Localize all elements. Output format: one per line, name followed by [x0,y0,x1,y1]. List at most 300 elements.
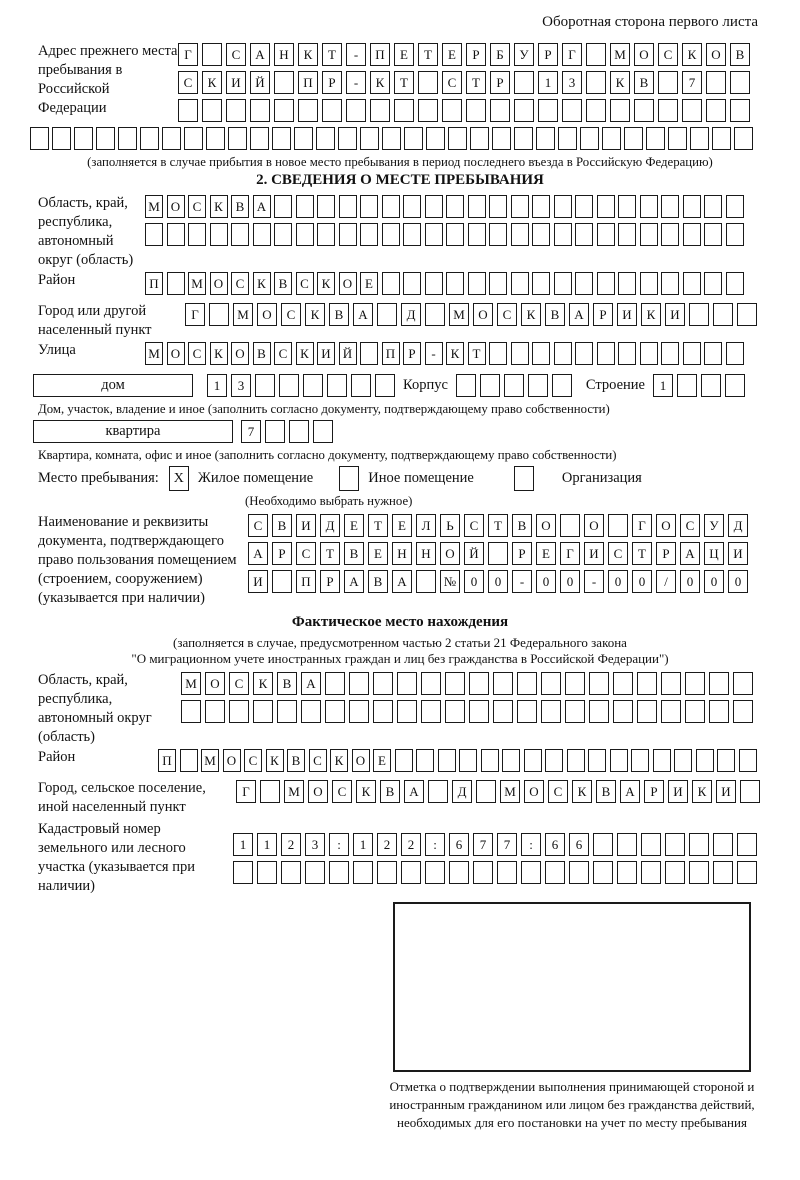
char-cell[interactable] [740,780,760,803]
char-cell[interactable] [446,272,464,295]
char-cell[interactable]: 0 [560,570,580,593]
char-cell[interactable] [665,861,685,884]
char-cell[interactable]: Е [536,542,556,565]
char-cell[interactable] [469,672,489,695]
char-cell[interactable]: 0 [464,570,484,593]
char-cell[interactable]: Е [392,514,412,537]
char-cell[interactable] [425,303,445,326]
char-cell[interactable] [316,127,335,150]
char-cell[interactable] [504,374,524,397]
char-cell[interactable]: К [317,272,335,295]
char-cell[interactable] [608,514,628,537]
char-cell[interactable] [661,342,679,365]
char-cell[interactable]: О [584,514,604,537]
char-cell[interactable] [274,99,294,122]
char-cell[interactable] [360,195,378,218]
char-cell[interactable] [737,303,757,326]
char-cell[interactable] [575,342,593,365]
char-cell[interactable] [661,195,679,218]
char-cell[interactable]: 1 [353,833,373,856]
char-cell[interactable] [558,127,577,150]
char-cell[interactable]: - [346,43,366,66]
char-cell[interactable] [569,861,589,884]
char-cell[interactable] [517,672,537,695]
char-cell[interactable] [481,749,499,772]
char-cell[interactable]: И [226,71,246,94]
char-cell[interactable] [726,223,744,246]
char-cell[interactable] [674,749,692,772]
char-cell[interactable]: Й [464,542,484,565]
char-cell[interactable] [265,420,285,443]
char-cell[interactable] [469,700,489,723]
char-cell[interactable] [145,223,163,246]
char-cell[interactable] [162,127,181,150]
char-cell[interactable]: О [223,749,241,772]
char-cell[interactable] [351,374,371,397]
char-cell[interactable] [445,700,465,723]
char-cell[interactable]: К [572,780,592,803]
char-cell[interactable] [493,672,513,695]
char-cell[interactable] [597,342,615,365]
char-cell[interactable] [490,99,510,122]
char-cell[interactable]: А [569,303,589,326]
char-cell[interactable] [713,303,733,326]
char-cell[interactable]: Г [562,43,582,66]
char-cell[interactable]: С [442,71,462,94]
char-cell[interactable]: О [339,272,357,295]
char-cell[interactable] [613,672,633,695]
char-cell[interactable]: С [497,303,517,326]
char-cell[interactable]: С [226,43,246,66]
char-cell[interactable] [717,749,735,772]
char-cell[interactable]: О [706,43,726,66]
char-cell[interactable] [589,672,609,695]
char-cell[interactable]: № [440,570,460,593]
char-cell[interactable] [737,833,757,856]
char-cell[interactable] [339,195,357,218]
char-cell[interactable]: Т [394,71,414,94]
char-cell[interactable] [360,127,379,150]
char-cell[interactable]: Ц [704,542,724,565]
char-cell[interactable] [589,700,609,723]
char-cell[interactable] [709,700,729,723]
char-cell[interactable]: С [229,672,249,695]
char-cell[interactable] [253,700,273,723]
char-cell[interactable]: Г [178,43,198,66]
char-cell[interactable]: С [309,749,327,772]
char-cell[interactable] [459,749,477,772]
char-cell[interactable]: В [730,43,750,66]
char-cell[interactable] [373,672,393,695]
char-cell[interactable]: Е [344,514,364,537]
char-cell[interactable]: А [392,570,412,593]
char-cell[interactable]: К [682,43,702,66]
char-cell[interactable]: С [178,71,198,94]
char-cell[interactable] [514,71,534,94]
char-cell[interactable] [726,272,744,295]
char-cell[interactable] [456,374,476,397]
char-cell[interactable]: 2 [281,833,301,856]
char-cell[interactable] [449,861,469,884]
char-cell[interactable]: В [274,272,292,295]
char-cell[interactable]: О [352,749,370,772]
char-cell[interactable] [532,195,550,218]
char-cell[interactable] [580,127,599,150]
char-cell[interactable] [685,672,705,695]
char-cell[interactable] [634,99,654,122]
char-cell[interactable] [226,99,246,122]
char-cell[interactable] [502,749,520,772]
char-cell[interactable] [272,570,292,593]
char-cell[interactable]: Д [320,514,340,537]
char-cell[interactable]: Т [488,514,508,537]
char-cell[interactable] [536,127,555,150]
char-cell[interactable]: / [656,570,676,593]
char-cell[interactable]: С [332,780,352,803]
char-cell[interactable] [250,127,269,150]
char-cell[interactable]: М [181,672,201,695]
char-cell[interactable]: Д [728,514,748,537]
char-cell[interactable] [489,195,507,218]
char-cell[interactable] [305,861,325,884]
char-cell[interactable]: О [167,195,185,218]
char-cell[interactable] [289,420,309,443]
char-cell[interactable]: С [244,749,262,772]
char-cell[interactable]: 0 [704,570,724,593]
char-cell[interactable] [418,99,438,122]
char-cell[interactable] [575,272,593,295]
char-cell[interactable] [734,127,753,150]
char-cell[interactable] [74,127,93,150]
char-cell[interactable]: В [380,780,400,803]
char-cell[interactable]: П [145,272,163,295]
char-cell[interactable]: К [253,672,273,695]
char-cell[interactable]: С [274,342,292,365]
char-cell[interactable] [661,272,679,295]
char-cell[interactable]: 0 [632,570,652,593]
char-cell[interactable] [274,195,292,218]
char-cell[interactable]: К [521,303,541,326]
char-cell[interactable]: Д [452,780,472,803]
char-cell[interactable]: Т [632,542,652,565]
char-cell[interactable] [184,127,203,150]
char-cell[interactable] [511,272,529,295]
char-cell[interactable] [730,99,750,122]
char-cell[interactable] [325,700,345,723]
char-cell[interactable]: Р [272,542,292,565]
char-cell[interactable] [468,195,486,218]
char-cell[interactable] [541,700,561,723]
char-cell[interactable] [322,99,342,122]
char-cell[interactable]: П [370,43,390,66]
char-cell[interactable] [565,700,585,723]
char-cell[interactable] [317,195,335,218]
char-cell[interactable] [690,127,709,150]
char-cell[interactable]: И [617,303,637,326]
char-cell[interactable] [253,223,271,246]
char-cell[interactable]: К [356,780,376,803]
char-cell[interactable] [532,223,550,246]
char-cell[interactable] [704,195,722,218]
char-cell[interactable]: В [512,514,532,537]
char-cell[interactable]: И [296,514,316,537]
char-cell[interactable]: 7 [497,833,517,856]
char-cell[interactable]: : [329,833,349,856]
char-cell[interactable] [565,672,585,695]
char-cell[interactable] [602,127,621,150]
char-cell[interactable] [274,71,294,94]
char-cell[interactable]: С [248,514,268,537]
char-cell[interactable] [677,374,697,397]
char-cell[interactable]: : [425,833,445,856]
char-cell[interactable] [397,700,417,723]
char-cell[interactable]: И [716,780,736,803]
char-cell[interactable] [489,223,507,246]
char-cell[interactable]: Т [466,71,486,94]
char-cell[interactable] [517,700,537,723]
char-cell[interactable] [488,542,508,565]
char-cell[interactable] [624,127,643,150]
char-cell[interactable]: 1 [538,71,558,94]
char-cell[interactable] [445,672,465,695]
char-cell[interactable] [661,700,681,723]
char-cell[interactable] [442,99,462,122]
char-cell[interactable]: А [353,303,373,326]
char-cell[interactable]: Р [490,71,510,94]
char-cell[interactable]: Г [185,303,205,326]
char-cell[interactable]: М [610,43,630,66]
char-cell[interactable]: О [440,542,460,565]
char-cell[interactable] [416,749,434,772]
char-cell[interactable] [394,99,414,122]
stay-option-organization-checkbox[interactable] [514,466,534,491]
char-cell[interactable]: В [634,71,654,94]
char-cell[interactable] [593,833,613,856]
char-cell[interactable] [726,195,744,218]
char-cell[interactable] [346,99,366,122]
char-cell[interactable] [704,272,722,295]
char-cell[interactable] [554,223,572,246]
char-cell[interactable]: Ь [440,514,460,537]
char-cell[interactable]: С [658,43,678,66]
char-cell[interactable]: Е [360,272,378,295]
char-cell[interactable] [353,861,373,884]
char-cell[interactable]: Р [644,780,664,803]
char-cell[interactable] [401,861,421,884]
char-cell[interactable] [298,99,318,122]
char-cell[interactable] [360,342,378,365]
char-cell[interactable] [640,272,658,295]
char-cell[interactable] [545,749,563,772]
char-cell[interactable]: Н [392,542,412,565]
char-cell[interactable]: И [248,570,268,593]
char-cell[interactable] [586,99,606,122]
char-cell[interactable]: В [277,672,297,695]
char-cell[interactable]: Т [368,514,388,537]
char-cell[interactable] [438,749,456,772]
char-cell[interactable] [277,700,297,723]
char-cell[interactable]: : [521,833,541,856]
char-cell[interactable] [683,223,701,246]
char-cell[interactable]: Р [403,342,421,365]
char-cell[interactable] [725,374,745,397]
char-cell[interactable]: Й [250,71,270,94]
char-cell[interactable]: П [298,71,318,94]
char-cell[interactable]: С [608,542,628,565]
char-cell[interactable] [588,749,606,772]
char-cell[interactable]: Н [274,43,294,66]
char-cell[interactable]: Е [394,43,414,66]
char-cell[interactable] [377,303,397,326]
char-cell[interactable] [737,861,757,884]
char-cell[interactable] [541,672,561,695]
char-cell[interactable]: И [584,542,604,565]
char-cell[interactable] [426,127,445,150]
char-cell[interactable]: Г [560,542,580,565]
char-cell[interactable]: Р [512,542,532,565]
char-cell[interactable] [521,861,541,884]
char-cell[interactable]: 1 [233,833,253,856]
char-cell[interactable] [610,99,630,122]
char-cell[interactable]: С [548,780,568,803]
char-cell[interactable] [260,780,280,803]
char-cell[interactable]: С [188,195,206,218]
char-cell[interactable]: А [253,195,271,218]
char-cell[interactable]: 0 [536,570,556,593]
char-cell[interactable]: П [382,342,400,365]
char-cell[interactable] [709,672,729,695]
char-cell[interactable]: Р [538,43,558,66]
char-cell[interactable]: К [305,303,325,326]
char-cell[interactable] [661,672,681,695]
char-cell[interactable]: 1 [207,374,227,397]
char-cell[interactable]: К [210,195,228,218]
char-cell[interactable] [403,195,421,218]
char-cell[interactable] [712,127,731,150]
char-cell[interactable] [210,223,228,246]
char-cell[interactable] [281,861,301,884]
char-cell[interactable] [575,223,593,246]
char-cell[interactable]: Т [322,43,342,66]
char-cell[interactable] [597,272,615,295]
char-cell[interactable]: М [145,342,163,365]
char-cell[interactable]: И [317,342,335,365]
char-cell[interactable] [493,700,513,723]
char-cell[interactable]: Р [593,303,613,326]
char-cell[interactable] [231,223,249,246]
char-cell[interactable]: В [344,542,364,565]
char-cell[interactable] [641,833,661,856]
char-cell[interactable] [274,223,292,246]
char-cell[interactable] [689,861,709,884]
char-cell[interactable]: О [167,342,185,365]
char-cell[interactable] [470,127,489,150]
char-cell[interactable] [528,374,548,397]
char-cell[interactable] [610,749,628,772]
char-cell[interactable] [658,71,678,94]
char-cell[interactable]: К [641,303,661,326]
char-cell[interactable] [683,342,701,365]
char-cell[interactable] [296,223,314,246]
char-cell[interactable] [338,127,357,150]
char-cell[interactable] [696,749,714,772]
char-cell[interactable]: 7 [682,71,702,94]
char-cell[interactable]: А [680,542,700,565]
char-cell[interactable] [511,195,529,218]
char-cell[interactable] [476,780,496,803]
char-cell[interactable] [532,342,550,365]
char-cell[interactable] [683,272,701,295]
char-cell[interactable] [229,700,249,723]
char-cell[interactable] [448,127,467,150]
char-cell[interactable] [706,99,726,122]
char-cell[interactable] [209,303,229,326]
char-cell[interactable]: В [287,749,305,772]
char-cell[interactable]: О [536,514,556,537]
stay-option-other-checkbox[interactable] [339,466,359,491]
char-cell[interactable] [233,861,253,884]
char-cell[interactable]: М [188,272,206,295]
char-cell[interactable]: А [620,780,640,803]
char-cell[interactable]: 2 [401,833,421,856]
char-cell[interactable]: С [231,272,249,295]
char-cell[interactable] [360,223,378,246]
char-cell[interactable] [689,833,709,856]
char-cell[interactable]: Г [236,780,256,803]
char-cell[interactable]: В [253,342,271,365]
char-cell[interactable]: - [425,342,443,365]
char-cell[interactable] [545,861,565,884]
char-cell[interactable] [296,195,314,218]
char-cell[interactable]: И [665,303,685,326]
char-cell[interactable] [701,374,721,397]
char-cell[interactable] [683,195,701,218]
char-cell[interactable]: О [524,780,544,803]
char-cell[interactable] [489,272,507,295]
char-cell[interactable] [178,99,198,122]
char-cell[interactable]: С [680,514,700,537]
char-cell[interactable] [640,223,658,246]
char-cell[interactable]: С [464,514,484,537]
char-cell[interactable] [640,195,658,218]
char-cell[interactable] [255,374,275,397]
char-cell[interactable] [202,99,222,122]
char-cell[interactable] [554,342,572,365]
char-cell[interactable] [373,700,393,723]
char-cell[interactable] [395,749,413,772]
char-cell[interactable]: Р [320,570,340,593]
char-cell[interactable] [468,223,486,246]
char-cell[interactable] [339,223,357,246]
char-cell[interactable]: А [250,43,270,66]
char-cell[interactable]: О [231,342,249,365]
char-cell[interactable] [661,223,679,246]
char-cell[interactable] [497,861,517,884]
char-cell[interactable]: П [296,570,316,593]
char-cell[interactable] [446,195,464,218]
char-cell[interactable] [272,127,291,150]
char-cell[interactable]: К [692,780,712,803]
char-cell[interactable] [327,374,347,397]
char-cell[interactable] [425,272,443,295]
char-cell[interactable]: О [210,272,228,295]
char-cell[interactable] [96,127,115,150]
char-cell[interactable]: М [449,303,469,326]
char-cell[interactable]: Н [416,542,436,565]
char-cell[interactable] [205,700,225,723]
char-cell[interactable] [279,374,299,397]
char-cell[interactable] [421,700,441,723]
